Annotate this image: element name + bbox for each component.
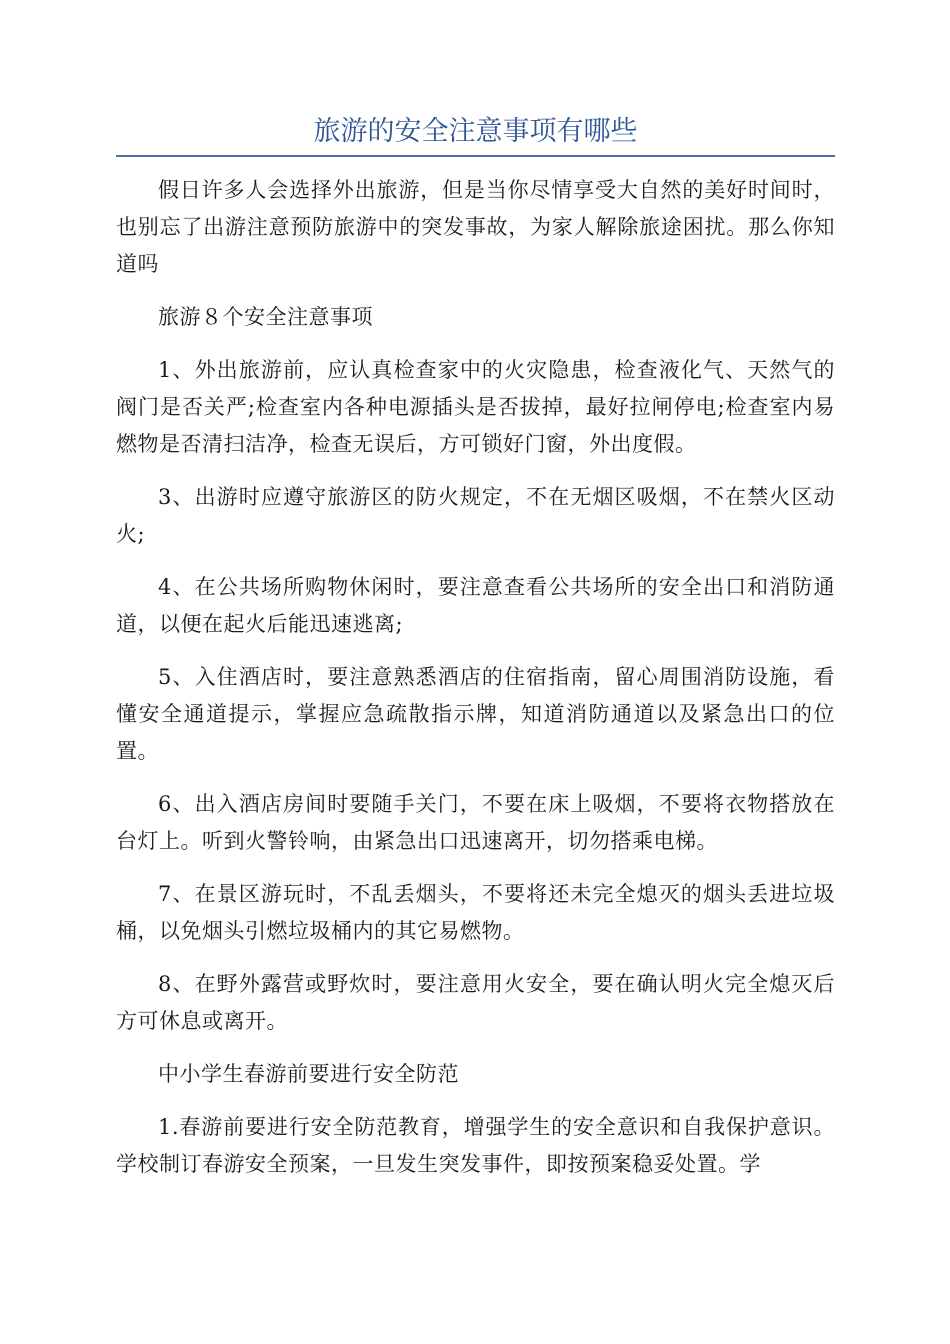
paragraph-item-1: 1、外出旅游前，应认真检查家中的火灾隐患，检查液化气、天然气的阀门是否关严;检查室内各种电源插头是否拔掉，最好拉闸停电;检查室内易燃物是否清扫洁净，检查无误后，方可锁好门窗，外出度假。: [116, 358, 835, 456]
document-title: 旅游的安全注意事项有哪些: [313, 116, 638, 147]
paragraph-item-6: 6、出入酒店房间时要随手关门，不要在床上吸烟，不要将衣物搭放在台灯上。听到火警铃响，由紧急出口迅速离开，切勿搭乘电梯。: [116, 792, 835, 853]
paragraph-item-3: 3、出游时应遵守旅游区的防火规定，不在无烟区吸烟，不在禁火区动火;: [116, 485, 835, 546]
document-body: [116, 172, 835, 1199]
paragraph-heading-students: 中小学生春游前要进行安全防范: [158, 1062, 459, 1086]
paragraph-student-item-1: 1.春游前要进行安全防范教育，增强学生的安全意识和自我保护意识。学校制订春游安全预案，一旦发生突发事件，即按预案稳妥处置。学: [116, 1115, 835, 1176]
title-underline: [116, 155, 835, 157]
paragraph-item-8: 8、在野外露营或野炊时，要注意用火安全，要在确认明火完全熄灭后方可休息或离开。: [116, 972, 835, 1033]
paragraph-item-4: 4、在公共场所购物休闲时，要注意查看公共场所的安全出口和消防通道，以便在起火后能迅速逃离;: [116, 575, 835, 636]
paragraph-heading-tips: 旅游８个安全注意事项: [158, 305, 373, 329]
paragraph-intro: 假日许多人会选择外出旅游，但是当你尽情享受大自然的美好时间时，也别忘了出游注意预防旅游中的突发事故，为家人解除旅途困扰。那么你知道吗: [116, 178, 835, 276]
paragraph-item-5: 5、入住酒店时，要注意熟悉酒店的住宿指南，留心周围消防设施，看懂安全通道提示，掌握应急疏散指示牌，知道消防通道以及紧急出口的位置。: [116, 665, 835, 763]
paragraph-item-7: 7、在景区游玩时，不乱丢烟头，不要将还未完全熄灭的烟头丢进垃圾桶，以免烟头引燃垃圾桶内的其它易燃物。: [116, 882, 835, 943]
